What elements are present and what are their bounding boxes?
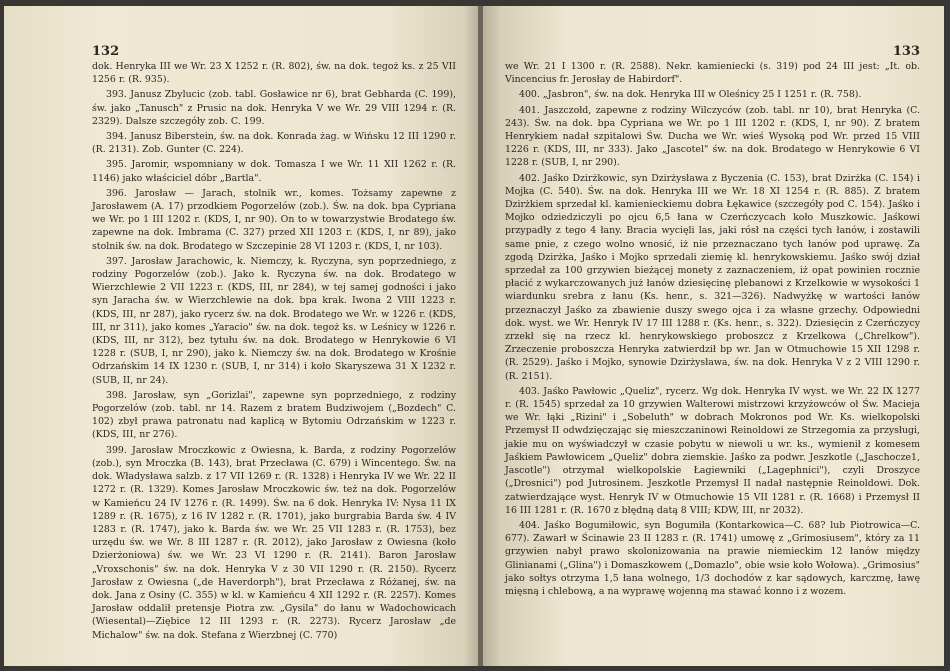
paragraph: 404. Jaśko Bogumiłowic, syn Bogumiła (Kontarkowica—C. 68? lub Piotrowica—C. 677). Zawarł w Ścinawie 23 II 1283 r. (R. 1741) umowę z „Grimosiusem", który za 11 grzywien nabył prawo skolonizowania na prawie niemieckim 12 łanów między Glinianami („Glina") i Domaszkowem („Domazlo", obie wsie koło Wołowa). „Grimosius" jako sołtys otrzyma 1,5 łana wolnego, 1/3 dochodów z kar sądowych, karczmę, ławę mięsną i chlebową, a na wyprawę wojenną ma stawać konno i z wozem. xyxy=(505,519,920,597)
book-spread xyxy=(4,6,944,666)
right-page xyxy=(483,6,944,666)
paragraph: 402. Jaśko Dzirżkowic, syn Dzirżysława z Byczenia (C. 153), brat Dzirżka (C. 154) i Mojka (C. 540). Św. na dok. Henryka III we Wr. 18 XI 1254 r. (R. 885). Z bratem Dzirżkiem sprzedał kl. kamienieckiemu dobra Łękawice (szczegóły pod C. 154). Jaśko i Mojko odziedziczyli po ojcu 6,5 łana w Czerńczycach koło Muszkowic. Jaśkowi przypadły z tego 4 łany. Bracia wycięli las, jaki rósł na części tych łanów, i zostawili same pnie, z czego wolno wnosić, iż nie przeznaczano tych łanów pod uprawę. Za zgodą Dzirżka, Jaśko i Mojko sprzedali ziemię kl. henrykowskiemu. Jaśko swój dział sprzedał za 100 grzywien bieżącej monety z zaznaczeniem, iż opat powinien rocznie płacić z wykarczowanych już łanów dziesięcinę plebanowi z Krzelkowie w wysokości 1 wiardunku srebra z łanu (Ks. henr., s. 321—326). Nadwyżkę w wartości łanów przeznaczył Jaśko za zbawienie duszy swego ojca i za własne grzechy. Odpowiedni dok. wyst. we Wr. Henryk IV 17 III 1288 r. (Ks. henr., s. 322). Dziesięcin z Czerńczycy zrzekł się na rzecz kl. henrykowskiego proboszcz z Krzelkowa („Chrelkow"). Zrzeczenie proboszcza Henryka zatwierdził bp wr. Jan w Otmuchowie 15 XII 1298 r. (R. 2529). Jaśko i Mojko, synowie Dzirżysława, św. na dok. Henryka V z 2 VIII 1290 r. (R. 2151). xyxy=(505,172,920,382)
paragraph: 396. Jarosław — Jarach, stolnik wr., komes. Tożsamy zapewne z Jarosławem (A. 17) przodkiem Pogorzelów (zob.). Św. na dok. bpa Cypriana we Wr. po 1 III 1202 r. (KDS, I, nr 90). On to w towarzystwie Brodatego św. zapewne na dok. Imbrama (C. 327) przed XII 1203 r. (KDS, I, nr 89), jako stolnik św. na dok. Brodatego w Szczepinie 28 VI 1203 r. (KDS, I, nr 103). xyxy=(92,187,456,252)
page-number: 132 xyxy=(92,44,120,59)
paragraph: 400. „Jasbron", św. na dok. Henryka III w Oleśnicy 25 I 1251 r. (R. 758). xyxy=(519,89,862,101)
paragraph: 394. Janusz Biberstein, św. na dok. Konrada żag. w Wińsku 12 III 1290 r. (R. 2131). Zob. Gunter (C. 224). xyxy=(92,131,456,156)
left-page xyxy=(4,6,478,666)
paragraph: 393. Janusz Zbylucic (zob. tabl. Gosławice nr 6), brat Gebharda (C. 199), św. jako „Tanusch" z Prusic na dok. Henryka V we Wr. 29 VIII 1294 r. (R. 2329). Dalsze szczegóły zob. C. 199. xyxy=(92,89,456,127)
page-body xyxy=(92,60,456,642)
page-number: 133 xyxy=(892,44,920,59)
paragraph: we Wr. 21 I 1300 r. (R. 2588). Nekr. kamieniecki (s. 319) pod 24 III jest: „It. ob. Vincencius fr. Jerosłay de Habirdorf". xyxy=(505,61,920,86)
paragraph: 401. Jaszczołd, zapewne z rodziny Wilczyców (zob. tabl. nr 10), brat Henryka (C. 243). Św. na dok. bpa Cypriana we Wr. po 1 III 1202 r. (KDS, I, nr 90). Z bratem Henrykiem nadał szpitalowi Św. Ducha we Wr. wieś Wysoką pod Wr. przed 15 VIII 1226 r. (KDS, III, nr 333). Jako „Jascotel" św. na dok. Brodatego w Henrykowie 6 VI 1228 r. (SUB, I, nr 290). xyxy=(505,104,920,169)
paragraph: 403. Jaśko Pawłowic „Queliz", rycerz. Wg dok. Henryka IV wyst. we Wr. 22 IX 1277 r. (R. 1545) sprzedał za 10 grzywien Walterowi mistrzowi krzyżowców oł Św. Macieja we Wr. łąki „Rizini" i „Sobeluth" w dobrach Mokronos pod Wr. Ks. wielkopolski Przemysł II odwdzięczając się mieszczaninowi Reinoldowi ze Strzegomia za przysługi, jakie mu on wyświadczył w czasie pobytu w niewoli u wr. ks., wymienił z komesem Jaśkiem Pawłowicem „Queliz" dobra ziemskie. Jaśko za podwr. Jeszkotle („Jaschocze1, Jascotle") otrzymał wielkopolskie Łagiewniki („Lagephnici"), czyli Droszyce („Drosnici") pod Jutrosinem. Jeszkotle Przemysł II nadał następnie Reinoldowi. Dok. zatwierdzające wyst. Henryk IV w Otmuchowie 15 VII 1281 r. (R. 1668) i Przemysł II 16 III 1281 r. (R. 1670 z błędną datą 8 VIII; KDW, III, nr 2032). xyxy=(505,385,920,516)
paragraph: 395. Jaromir, wspomniany w dok. Tomasza I we Wr. 11 XII 1262 r. (R. 1146) jako właściciel dóbr „Bartla". xyxy=(92,159,456,184)
page-body xyxy=(505,60,920,598)
paragraph: 398. Jarosław, syn „Gorizlai", zapewne syn poprzedniego, z rodziny Pogorzelów (zob. tabl. nr 14. Razem z bratem Budziwojem („Bozdech" C. 102) zbył prawa patronatu nad kaplicą w Bytomiu Odrzańskim w 1223 r. (KDS, III, nr 276). xyxy=(92,389,456,441)
paragraph: dok. Henryka III we Wr. 23 X 1252 r. (R. 802), św. na dok. tegoż ks. z 25 VII 1256 r. (R. 935). xyxy=(92,61,456,86)
paragraph: 399. Jarosław Mroczkowic z Owiesna, k. Barda, z rodziny Pogorzelów (zob.), syn Mroczka (B. 143), brat Przecława (C. 679) i Wincentego. Św. na dok. Władysława salzb. z 17 VII 1269 r. (R. 1328) i Henryka IV we Wr. 22 II 1272 r. (R. 1329). Komes Jarosław Mroczkowic św. też na dok. Pogorzelów w Kamieńcu 24 IV 1276 r. (R. 1499). Św. na 6 dok. Henryka IV: Nysa 11 IX 1289 r. (R. 1675), z 16 IV 1282 r. (R. 1701), jako burgrabia Barda św. 4 IV 1283 r. (R. 1747), jako k. Barda św. we Wr. 25 VII 1283 r. (R. 1753), bez urzędu św. we Wr. 8 III 1287 r. (R. 2012), jako Jarosław z Owiesna (koło Dzierżoniowa) św. we Wr. 23 VI 1290 r. (R. 2141). Baron Jarosław „Vroxschonis" św. na dok. Henryka V z 30 VII 1290 r. (R. 2150). Rycerz Jarosław z Owiesna („de Haverdorph"), brat Przecława z Różanej, św. na dok. Jana z Osiny (C. 355) w kl. w Kamieńcu 4 XII 1292 r. (R. 2257). Komes Jarosław oddalił pretensje Piotra zw. „Gysila" do łanu w Wadochowicach (Wiesental)—Ziębice 12 III 1293 r. (R. 2273). Rycerz Jarosław „de Michalow" św. na dok. Stefana z Wierzbnej (C. 770) xyxy=(92,444,456,641)
paragraph: 397. Jarosław Jarachowic, k. Niemczy, k. Ryczyna, syn poprzedniego, z rodziny Pogorzelów (zob.). Jako k. Ryczyna św. na dok. Brodatego w Wierzchlewie 2 VII 1223 r. (KDS, III, nr 284), w tej samej godności i jako syn Jaracha św. w Wierzchlewie na dok. bpa krak. Iwona 2 VIII 1223 r. (KDS, III, nr 287), jako rycerz św. na dok. Brodatego we Wr. w 1226 r. (KDS, III, nr 311), jako komes „Yaracio" św. na dok. tegoż ks. w Leśnicy w 1226 r. (KDS, III, nr 312), bez tytułu św. na dok. Brodatego w Henrykowie 6 VI 1228 r. (SUB, I, nr 290), jako k. Niemczy św. na dok. Brodatego w Krośnie Odrzańskim 14 IX 1230 r. (SUB, I, nr 314) i koło Skaryszewa 31 X 1232 r. (SUB, II, nr 24). xyxy=(92,255,456,386)
